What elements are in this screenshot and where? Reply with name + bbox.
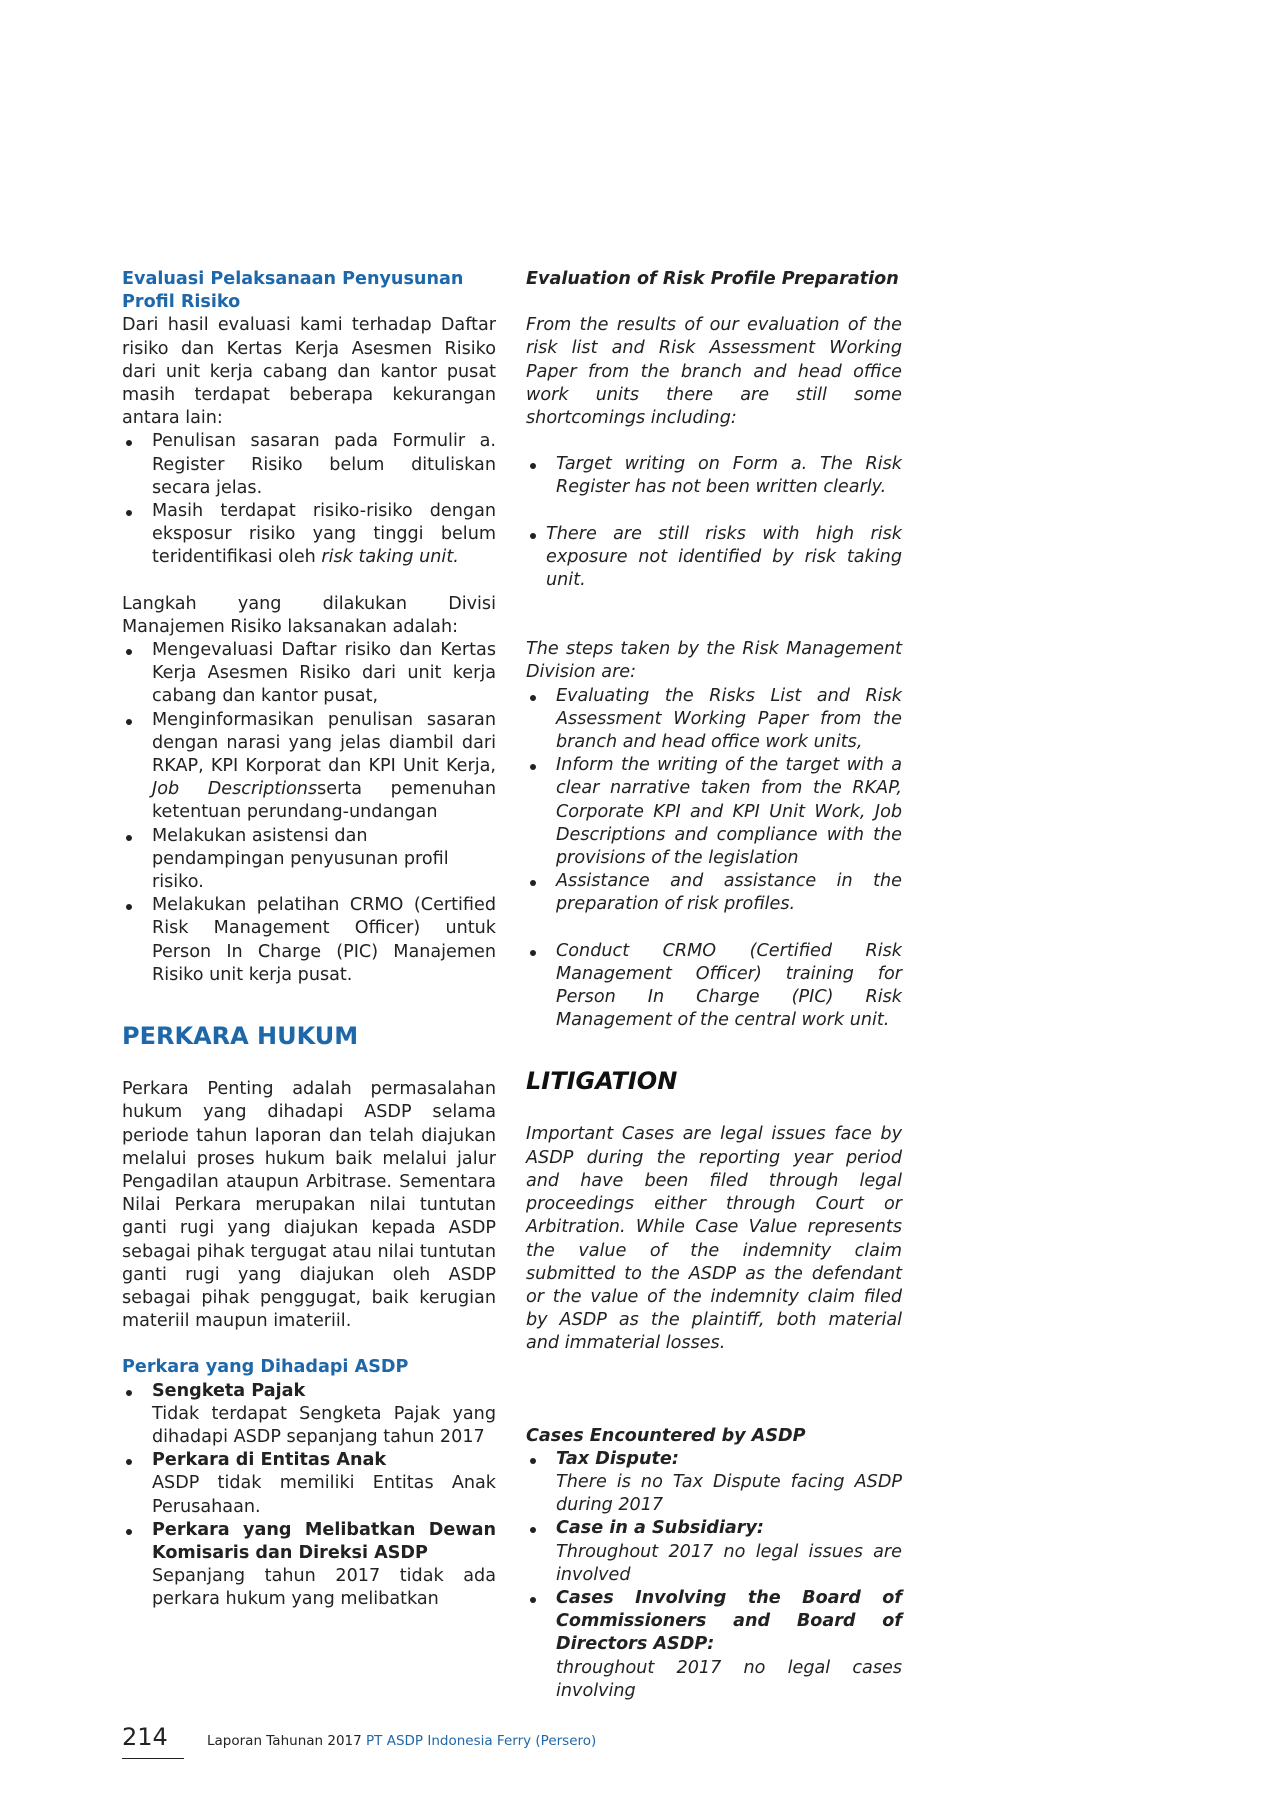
list-item: Tax Dispute: There is no Tax Dispute facing ASDP during 2017 xyxy=(526,1448,902,1518)
eval-title-en: Evaluation of Risk Profile Preparation xyxy=(526,269,899,289)
list-item: Cases Involving the Board of Commissioners and Board of Directors ASDP: throughout 2017 no legal cases involving xyxy=(526,1587,902,1703)
list-item: Menginformasikan penulisan sasaran dengan narasi yang jelas diambil dari RKAP, KPI Korporat dan KPI Unit Kerja, Job Descriptionsserta pemenuhan ketentuan perundang-undangan xyxy=(122,709,496,825)
steps-intro: Langkah yang dilakukan Divisi Manajemen Risiko laksanakan adalah: xyxy=(122,593,496,637)
list-item: Melakukan asistensi dan pendampingan penyusunan profil risiko. xyxy=(122,825,496,895)
litigation-heading: PERKARA HUKUM xyxy=(122,1022,359,1051)
list-item: Evaluating the Risks List and Risk Assessment Working Paper from the branch and head office work units, xyxy=(526,685,902,755)
report-title: Laporan Tahunan 2017 xyxy=(207,1733,362,1749)
litigation-paragraph: Perkara Penting adalah permasalahan hukum yang dihadapi ASDP selama periode tahun laporan dan telah diajukan melalui proses hukum baik melalui jalur Pengadilan ataupun Arbitrase. Sementara Nilai Perkara merupakan nilai tuntutan ganti rugi yang diajukan kepada ASDP sebagai pihak tergugat atau nilai tuntutan ganti rugi yang diajukan oleh ASDP sebagai pihak penggugat, baik kerugian materiil maupun imateriil. xyxy=(122,1079,496,1332)
eval-intro: Dari hasil evaluasi kami terhadap Daftar risiko dan Kertas Kerja Asesmen Risiko dari unit kerja cabang dan kantor pusat masih terdapat beberapa kekurangan antara lain: xyxy=(122,315,496,429)
list-item: Case in a Subsidiary: Throughout 2017 no legal issues are involved xyxy=(526,1517,902,1587)
list-item: Penulisan sasaran pada Formulir a. Register Risiko belum dituliskan secara jelas. xyxy=(122,430,496,500)
footer-caption xyxy=(207,1732,596,1750)
list-item: Conduct CRMO (Certified Risk Management Officer) training for Person In Charge (PIC) Risk Management of the central work unit. xyxy=(526,940,902,1033)
company-name: PT ASDP Indonesia Ferry (Persero) xyxy=(366,1733,597,1749)
page-footer xyxy=(122,1722,722,1762)
list-item: Melakukan pelatihan CRMO (Certified Risk Management Officer) untuk Person In Charge (PIC) Manajemen Risiko unit kerja pusat. xyxy=(122,894,496,987)
cases-list xyxy=(122,1380,496,1612)
steps-list xyxy=(122,639,496,987)
list-item: Sengketa Pajak Tidak terdapat Sengketa Pajak yang dihadapi ASDP sepanjang tahun 2017 xyxy=(122,1380,496,1450)
shortcomings-list xyxy=(122,430,496,569)
column-english xyxy=(526,268,902,1703)
list-item: Assistance and assistance in the preparation of risk profiles. xyxy=(526,870,902,916)
list-item: There are still risks with high risk exposure not identified by risk taking unit. xyxy=(526,523,902,593)
shortcomings-list-en xyxy=(526,453,902,499)
steps-intro-en: The steps taken by the Risk Management Division are: xyxy=(526,639,902,683)
litigation-paragraph-en: Important Cases are legal issues face by ASDP during the reporting year period and have been filed through legal proceedings either through Court or Arbitration. While Case Value represents the value of the indemnity claim submitted to the ASDP as the defendant or the value of the indemnity claim filed by ASDP as the plaintiff, both material and immaterial losses. xyxy=(526,1124,902,1354)
list-item: Masih terdapat risiko-risiko dengan eksposur risiko yang tinggi belum teridentifikasi oleh risk taking unit. xyxy=(122,500,496,570)
cases-title: Perkara yang Dihadapi ASDP xyxy=(122,1357,409,1378)
list-item: Mengevaluasi Daftar risiko dan Kertas Kerja Asesmen Risiko dari unit kerja cabang dan kantor pusat, xyxy=(122,639,496,709)
column-indonesian xyxy=(122,268,496,1612)
list-item: Perkara di Entitas Anak ASDP tidak memiliki Entitas Anak Perusahaan. xyxy=(122,1449,496,1519)
litigation-heading-en: LITIGATION xyxy=(526,1067,678,1096)
cases-title-en: Cases Encountered by ASDP xyxy=(526,1425,806,1446)
cases-list-en xyxy=(526,1448,902,1703)
steps-list-en xyxy=(526,685,902,1033)
list-item: Target writing on Form a. The Risk Register has not been written clearly. xyxy=(526,453,902,499)
list-item: Perkara yang Melibatkan Dewan Komisaris dan Direksi ASDP Sepanjang tahun 2017 tidak ada perkara hukum yang melibatkan xyxy=(122,1519,496,1612)
page-number-underline xyxy=(122,1758,184,1759)
shortcomings-list-en-2 xyxy=(526,523,902,593)
page-number: 214 xyxy=(122,1723,168,1751)
eval-intro-en: From the results of our evaluation of the risk list and Risk Assessment Working Paper from the branch and head office work units there are still some shortcomings including: xyxy=(526,315,902,429)
list-item: Inform the writing of the target with a clear narrative taken from the RKAP, Corporate KPI and KPI Unit Work, Job Descriptions and compliance with the provisions of the legislation xyxy=(526,754,902,870)
eval-title: Evaluasi Pelaksanaan Penyusunan Profil Risiko xyxy=(122,269,464,313)
